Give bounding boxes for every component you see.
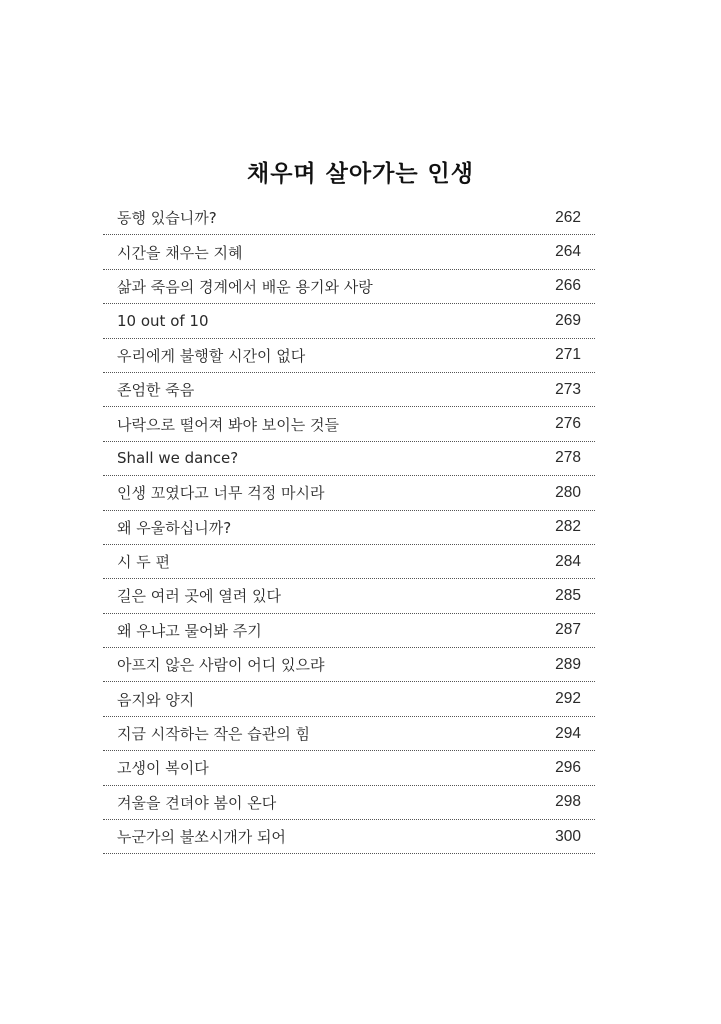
toc-entry-title: 길은 여러 곳에 열려 있다 bbox=[117, 587, 281, 606]
toc-entry-title: Shall we dance? bbox=[117, 449, 239, 468]
toc-entry-title: 왜 우냐고 물어봐 주기 bbox=[117, 621, 262, 640]
toc-entry-page-number: 271 bbox=[555, 346, 581, 364]
toc-entry[interactable] bbox=[103, 201, 595, 235]
toc-entry[interactable] bbox=[103, 682, 595, 716]
toc-entry-page-number: 278 bbox=[555, 449, 581, 467]
toc-entry-page-number: 287 bbox=[555, 621, 581, 639]
toc-entry-title: 겨울을 견뎌야 봄이 온다 bbox=[117, 793, 277, 812]
toc-entry-page-number: 294 bbox=[555, 724, 581, 742]
toc-entry-title: 10 out of 10 bbox=[117, 311, 209, 330]
toc-entry[interactable] bbox=[103, 407, 595, 441]
toc-entry-page-number: 285 bbox=[555, 586, 581, 604]
toc-entry[interactable] bbox=[103, 339, 595, 373]
toc-entry-page-number: 269 bbox=[555, 311, 581, 329]
toc-entry[interactable] bbox=[103, 270, 595, 304]
toc-entry[interactable] bbox=[103, 373, 595, 407]
toc-entry-title: 시 두 편 bbox=[117, 553, 171, 572]
toc-entry[interactable] bbox=[103, 442, 595, 476]
toc-entry-title: 인생 꼬였다고 너무 걱정 마시라 bbox=[117, 484, 325, 503]
toc-entry[interactable] bbox=[103, 511, 595, 545]
toc-entry-title: 지금 시작하는 작은 습관의 힘 bbox=[117, 725, 310, 744]
toc-entry-title: 왜 우울하십니까? bbox=[117, 518, 232, 537]
toc-entry-page-number: 289 bbox=[555, 655, 581, 673]
toc-entry-page-number: 273 bbox=[555, 380, 581, 398]
toc-entry-page-number: 298 bbox=[555, 793, 581, 811]
table-of-contents bbox=[103, 201, 595, 854]
toc-entry-page-number: 266 bbox=[555, 277, 581, 295]
toc-entry-page-number: 264 bbox=[555, 243, 581, 261]
toc-entry-page-number: 284 bbox=[555, 552, 581, 570]
toc-entry-page-number: 292 bbox=[555, 690, 581, 708]
toc-entry[interactable] bbox=[103, 751, 595, 785]
toc-entry[interactable] bbox=[103, 648, 595, 682]
toc-entry-title: 우리에게 불행할 시간이 없다 bbox=[117, 346, 306, 365]
toc-entry-title: 동행 있습니까? bbox=[117, 209, 217, 228]
toc-entry-title: 존엄한 죽음 bbox=[117, 381, 195, 400]
toc-entry[interactable] bbox=[103, 820, 595, 854]
toc-entry-title: 시간을 채우는 지혜 bbox=[117, 243, 243, 262]
toc-entry[interactable] bbox=[103, 235, 595, 269]
toc-entry[interactable] bbox=[103, 786, 595, 820]
toc-entry[interactable] bbox=[103, 476, 595, 510]
toc-entry[interactable] bbox=[103, 579, 595, 613]
toc-entry[interactable] bbox=[103, 545, 595, 579]
toc-entry-page-number: 276 bbox=[555, 415, 581, 433]
toc-entry-page-number: 296 bbox=[555, 758, 581, 776]
toc-entry-title: 누군가의 불쏘시개가 되어 bbox=[117, 828, 286, 847]
toc-entry-title: 음지와 양지 bbox=[117, 690, 195, 709]
page-title: 채우며 살아가는 인생 bbox=[247, 161, 474, 188]
toc-entry-title: 고생이 복이다 bbox=[117, 759, 209, 778]
toc-entry[interactable] bbox=[103, 304, 595, 338]
toc-entry[interactable] bbox=[103, 717, 595, 751]
toc-entry-title: 나락으로 떨어져 봐야 보이는 것들 bbox=[117, 415, 339, 434]
toc-entry[interactable] bbox=[103, 614, 595, 648]
toc-entry-title: 삶과 죽음의 경계에서 배운 용기와 사랑 bbox=[117, 277, 373, 296]
toc-entry-page-number: 262 bbox=[555, 208, 581, 226]
toc-entry-page-number: 280 bbox=[555, 483, 581, 501]
toc-entry-page-number: 300 bbox=[555, 827, 581, 845]
toc-entry-page-number: 282 bbox=[555, 518, 581, 536]
toc-entry-title: 아프지 않은 사람이 어디 있으랴 bbox=[117, 656, 325, 675]
